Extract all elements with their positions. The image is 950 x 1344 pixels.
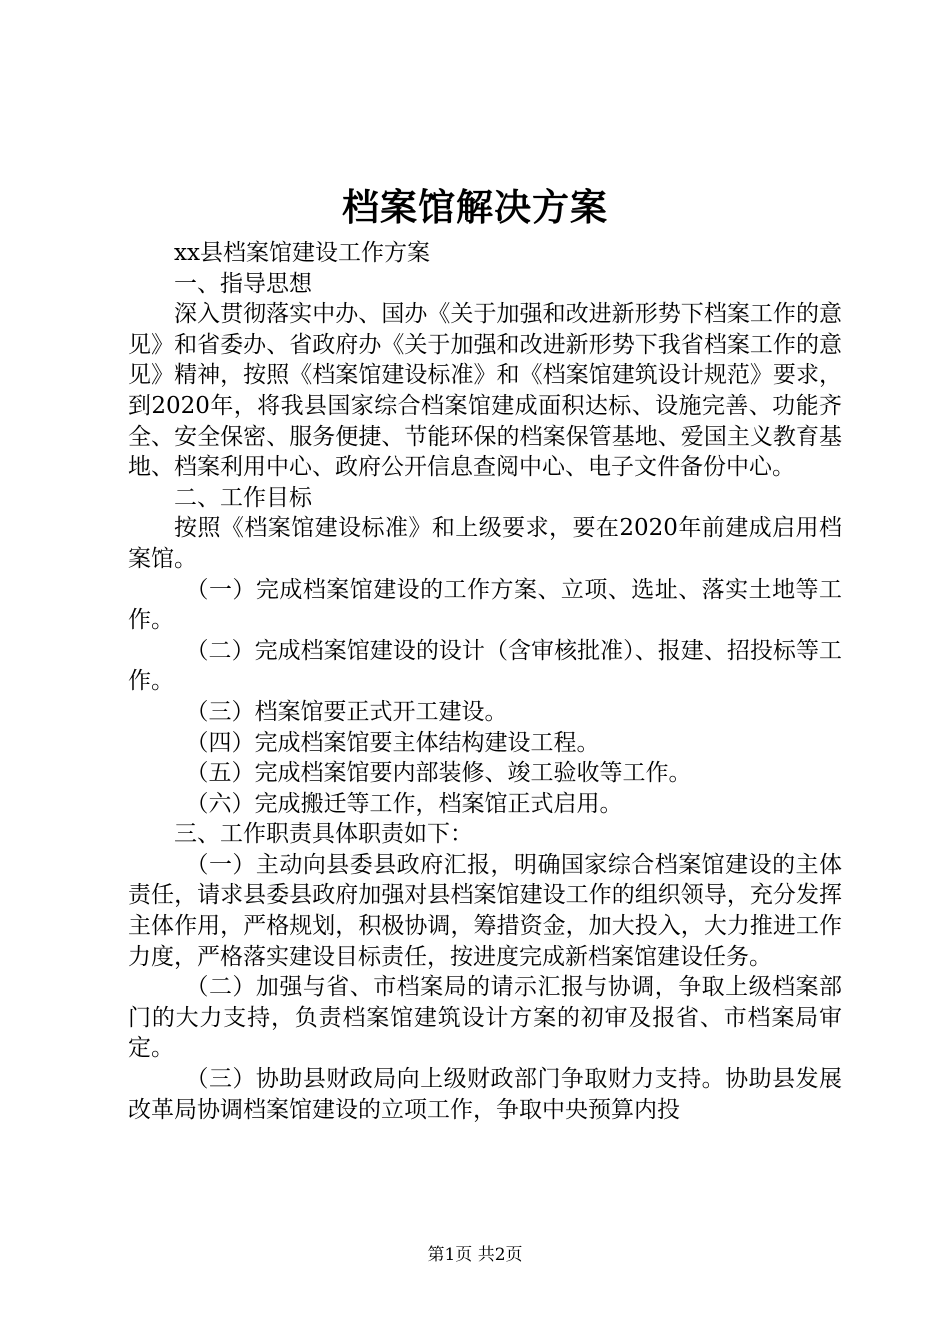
heading-work-goals: 二、工作目标 — [174, 484, 312, 511]
goal-item-4: （四）完成档案馆要主体结构建设工程。 — [185, 729, 600, 756]
goal-item-6: （六）完成搬迁等工作，档案馆正式启用。 — [185, 790, 623, 817]
document-title: 档案馆解决方案 — [342, 185, 608, 229]
paragraph-guiding-thought: 深入贯彻落实中办、国办《关于加强和改进新形势下档案工作的意见》和省委办、省政府办《关于加强和改进新形势下我省档案工作的意见》精神，按照《档案馆建设标准》和《档案馆建筑设计规范》要求，到2020年，将我县国家综合档案馆建成面积达标、设施完善、功能齐全、安全保密、服务便捷、节能环保的档案保管基地、爱国主义教育基地、档案利用中心、政府公开信息查阅中心、电子文件备份中心。 — [128, 301, 842, 481]
paragraph-work-goals: 按照《档案馆建设标准》和上级要求，要在2020年前建成启用档案馆。 — [128, 515, 842, 572]
page-footer: 第1页 共2页 — [427, 1245, 523, 1265]
goal-item-5: （五）完成档案馆要内部装修、竣工验收等工作。 — [185, 760, 692, 787]
duty-item-1: （一）主动向县委县政府汇报，明确国家综合档案馆建设的主体责任，请求县委县政府加强对县档案馆建设工作的组织领导，充分发挥主体作用，严格规划，积极协调，筹措资金，加大投入，大力推进工作力度，严格落实建设目标责任，按进度完成新档案馆建设任务。 — [128, 851, 842, 970]
heading-work-duties: 三、工作职责具体职责如下： — [174, 821, 473, 848]
goal-item-2: （二）完成档案馆建设的设计（含审核批准）、报建、招投标等工作。 — [128, 637, 842, 695]
goal-item-1: （一）完成档案馆建设的工作方案、立项、选址、落实土地等工作。 — [128, 576, 842, 634]
goal-item-3: （三）档案馆要正式开工建设。 — [185, 698, 508, 725]
duty-item-3: （三）协助县财政局向上级财政部门争取财力支持。协助县发展改革局协调档案馆建设的立项工作，争取中央预算内投 — [128, 1066, 842, 1123]
duty-item-2: （二）加强与省、市档案局的请示汇报与协调，争取上级档案部门的大力支持，负责档案馆建筑设计方案的初审及报省、市档案局审定。 — [128, 974, 842, 1062]
document-body — [128, 238, 842, 1125]
heading-guiding-thought: 一、指导思想 — [174, 270, 312, 297]
section-subtitle: xx县档案馆建设工作方案 — [174, 240, 430, 266]
